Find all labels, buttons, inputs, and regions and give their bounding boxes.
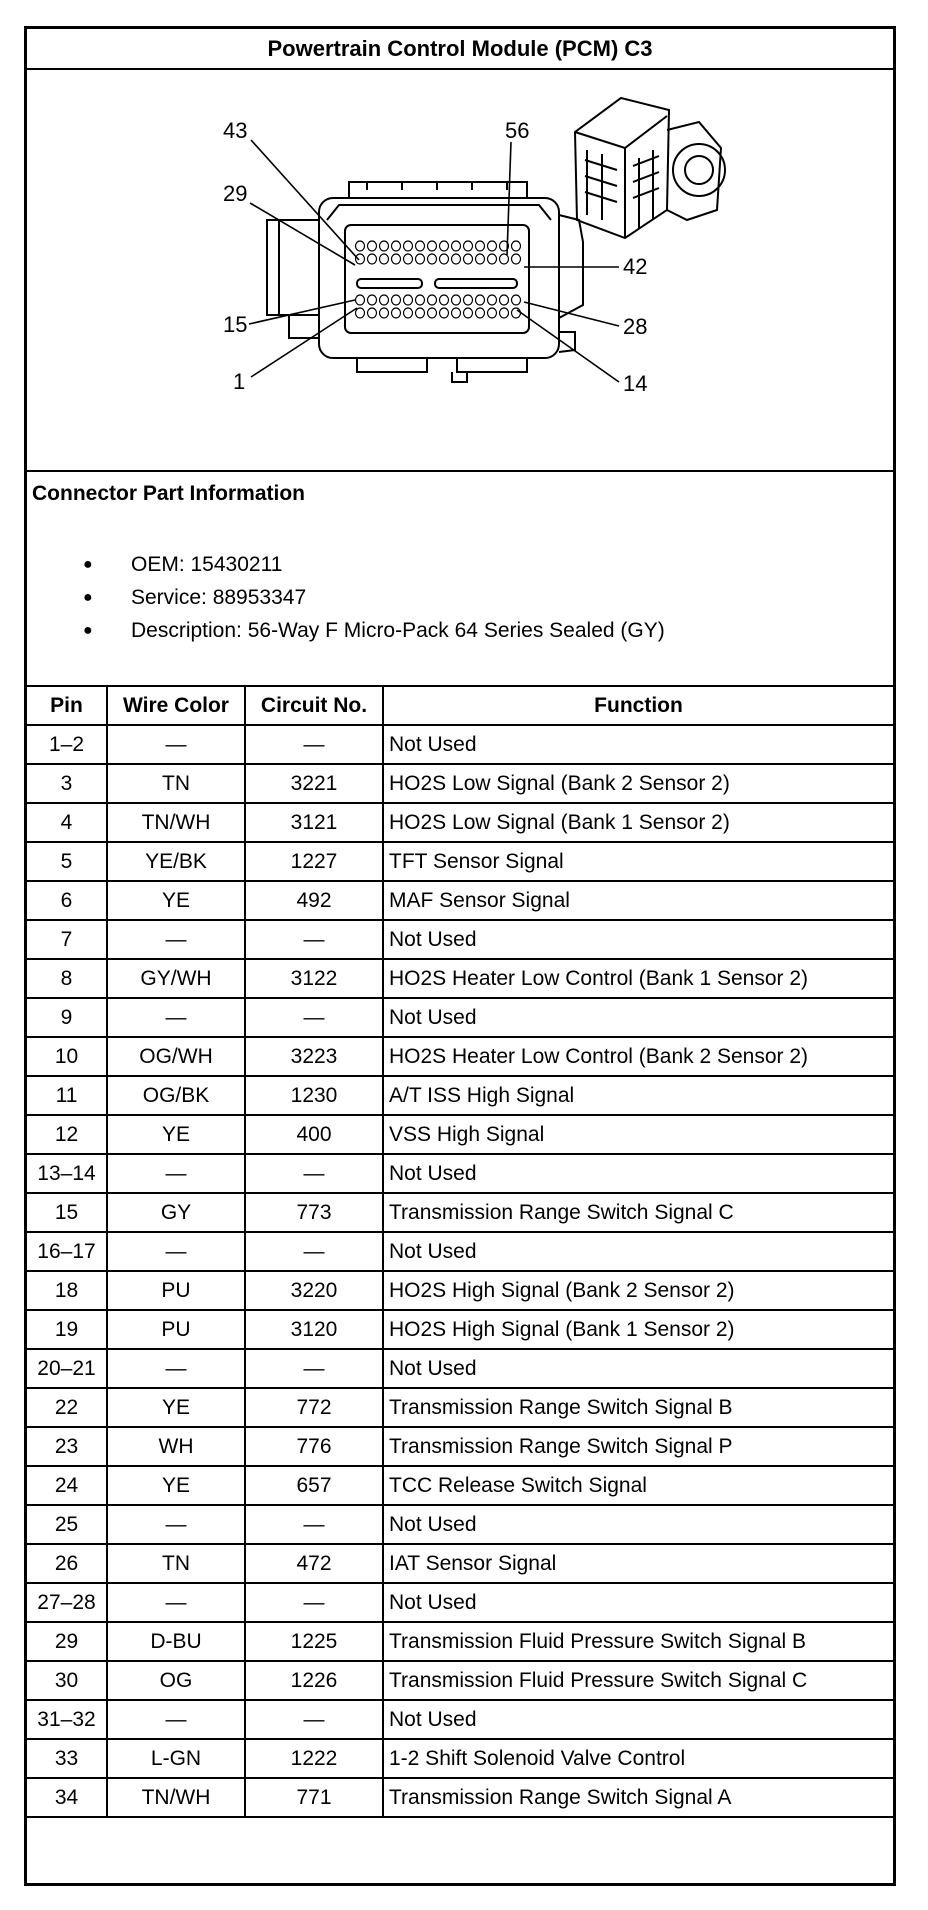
parts-heading: Connector Part Information xyxy=(32,482,306,505)
cell-circuit-no: 3221 xyxy=(245,764,383,803)
cell-function: Transmission Fluid Pressure Switch Signal C xyxy=(383,1661,893,1700)
cell-pin: 29 xyxy=(27,1622,107,1661)
pin-cavity xyxy=(440,295,449,305)
callout-pin-28: 28 xyxy=(623,314,648,339)
cell-wire-color: D-BU xyxy=(107,1622,245,1661)
header-pin: Pin xyxy=(27,687,107,725)
table-row xyxy=(27,1739,893,1778)
table-row xyxy=(27,725,893,764)
cell-wire-color: YE xyxy=(107,1466,245,1505)
cell-function: Transmission Range Switch Signal C xyxy=(383,1193,893,1232)
cell-function: Not Used xyxy=(383,1154,893,1193)
cell-pin: 16–17 xyxy=(27,1232,107,1271)
cell-wire-color: YE xyxy=(107,1388,245,1427)
pin-cavity xyxy=(488,295,497,305)
cell-circuit-no: 1226 xyxy=(245,1661,383,1700)
table-row xyxy=(27,1622,893,1661)
cell-wire-color: — xyxy=(107,1154,245,1193)
pin-table-header xyxy=(27,687,893,725)
pin-cavity xyxy=(500,295,509,305)
cell-circuit-no: 1227 xyxy=(245,842,383,881)
pin-cavity xyxy=(416,308,425,318)
pin-cavity xyxy=(452,308,461,318)
table-row xyxy=(27,1076,893,1115)
cell-circuit-no: 3220 xyxy=(245,1271,383,1310)
table-row xyxy=(27,1037,893,1076)
cell-pin: 3 xyxy=(27,764,107,803)
pin-cavity xyxy=(464,254,473,264)
cell-wire-color: GY/WH xyxy=(107,959,245,998)
pin-cavity xyxy=(488,241,497,251)
cell-wire-color: WH xyxy=(107,1427,245,1466)
pin-cavity xyxy=(368,241,377,251)
cell-pin: 7 xyxy=(27,920,107,959)
cell-wire-color: OG xyxy=(107,1661,245,1700)
pin-cavity xyxy=(428,241,437,251)
pin-cavity xyxy=(356,295,365,305)
cell-pin: 9 xyxy=(27,998,107,1037)
pin-cavity xyxy=(512,254,521,264)
callout-pin-15: 15 xyxy=(223,312,248,337)
connector-sheet xyxy=(24,26,896,1886)
pin-cavity xyxy=(452,254,461,264)
table-row xyxy=(27,1193,893,1232)
pin-cavity xyxy=(428,308,437,318)
pin-cavity xyxy=(512,241,521,251)
cell-function: Not Used xyxy=(383,920,893,959)
pin-cavity xyxy=(404,295,413,305)
cell-pin: 22 xyxy=(27,1388,107,1427)
table-row xyxy=(27,998,893,1037)
table-row xyxy=(27,959,893,998)
part-service: ● Service: 88953347 xyxy=(83,586,307,609)
pin-cavity xyxy=(476,295,485,305)
pin-cavity xyxy=(512,295,521,305)
cell-pin: 33 xyxy=(27,1739,107,1778)
cell-wire-color: — xyxy=(107,1349,245,1388)
cell-wire-color: TN/WH xyxy=(107,1778,245,1817)
cell-wire-color: YE xyxy=(107,1115,245,1154)
cell-function: Not Used xyxy=(383,1232,893,1271)
cell-pin: 12 xyxy=(27,1115,107,1154)
cell-function: Transmission Fluid Pressure Switch Signal B xyxy=(383,1622,893,1661)
cell-function: Not Used xyxy=(383,1700,893,1739)
cell-circuit-no: — xyxy=(245,1349,383,1388)
cell-pin: 25 xyxy=(27,1505,107,1544)
cell-pin: 8 xyxy=(27,959,107,998)
pin-cavity xyxy=(476,254,485,264)
cell-pin: 23 xyxy=(27,1427,107,1466)
pin-cavity xyxy=(380,295,389,305)
header-function: Function xyxy=(383,687,893,725)
cell-pin: 34 xyxy=(27,1778,107,1817)
pin-cavity xyxy=(476,241,485,251)
pin-cavity xyxy=(392,254,401,264)
cell-function: Not Used xyxy=(383,1583,893,1622)
table-row xyxy=(27,1778,893,1817)
callout-pin-56: 56 xyxy=(505,118,530,143)
cell-circuit-no: — xyxy=(245,920,383,959)
cell-circuit-no: 657 xyxy=(245,1466,383,1505)
cell-function: Not Used xyxy=(383,1349,893,1388)
cell-circuit-no: 492 xyxy=(245,881,383,920)
pin-cavity xyxy=(404,308,413,318)
cell-wire-color: YE xyxy=(107,881,245,920)
parts-list xyxy=(27,548,665,647)
pin-cavity xyxy=(464,308,473,318)
pin-cavity xyxy=(428,254,437,264)
table-row xyxy=(27,1310,893,1349)
cell-pin: 6 xyxy=(27,881,107,920)
cell-function: A/T ISS High Signal xyxy=(383,1076,893,1115)
pin-cavity xyxy=(392,295,401,305)
table-row xyxy=(27,1427,893,1466)
pin-cavity xyxy=(416,241,425,251)
cell-pin: 13–14 xyxy=(27,1154,107,1193)
pin-cavity xyxy=(440,241,449,251)
cell-function: HO2S High Signal (Bank 1 Sensor 2) xyxy=(383,1310,893,1349)
pin-cavity xyxy=(392,308,401,318)
cell-circuit-no: — xyxy=(245,1505,383,1544)
cell-circuit-no: 1230 xyxy=(245,1076,383,1115)
pin-cavity xyxy=(404,241,413,251)
table-row xyxy=(27,1232,893,1271)
cell-function: 1-2 Shift Solenoid Valve Control xyxy=(383,1739,893,1778)
cell-circuit-no: — xyxy=(245,1232,383,1271)
cell-circuit-no: — xyxy=(245,1700,383,1739)
pin-cavity xyxy=(356,241,365,251)
cell-circuit-no: 3121 xyxy=(245,803,383,842)
cell-pin: 27–28 xyxy=(27,1583,107,1622)
callout-pin-1: 1 xyxy=(233,369,246,394)
callout-pin-43: 43 xyxy=(223,118,248,143)
cell-wire-color: OG/BK xyxy=(107,1076,245,1115)
cell-pin: 5 xyxy=(27,842,107,881)
table-row xyxy=(27,1700,893,1739)
callout-pin-29: 29 xyxy=(223,181,248,206)
pin-cavity xyxy=(440,308,449,318)
pin-cavity xyxy=(488,254,497,264)
cell-function: Not Used xyxy=(383,1505,893,1544)
connector-diagram xyxy=(27,70,893,472)
cell-function: HO2S Low Signal (Bank 1 Sensor 2) xyxy=(383,803,893,842)
cell-circuit-no: 3120 xyxy=(245,1310,383,1349)
cell-wire-color: TN xyxy=(107,1544,245,1583)
cell-wire-color: OG/WH xyxy=(107,1037,245,1076)
cell-wire-color: — xyxy=(107,1700,245,1739)
table-row xyxy=(27,1154,893,1193)
pin-cavity xyxy=(416,254,425,264)
cell-function: Not Used xyxy=(383,725,893,764)
cell-function: HO2S Low Signal (Bank 2 Sensor 2) xyxy=(383,764,893,803)
cell-function: TFT Sensor Signal xyxy=(383,842,893,881)
cell-wire-color: — xyxy=(107,998,245,1037)
cell-wire-color: TN/WH xyxy=(107,803,245,842)
cell-pin: 30 xyxy=(27,1661,107,1700)
cell-circuit-no: 472 xyxy=(245,1544,383,1583)
pin-cavity xyxy=(500,254,509,264)
pin-cavity xyxy=(500,308,509,318)
cell-function: Not Used xyxy=(383,998,893,1037)
connector-iso-view xyxy=(575,98,725,238)
pin-cavity xyxy=(440,254,449,264)
cell-wire-color: GY xyxy=(107,1193,245,1232)
cell-function: HO2S Heater Low Control (Bank 1 Sensor 2) xyxy=(383,959,893,998)
pin-cavity xyxy=(464,295,473,305)
cell-wire-color: — xyxy=(107,1505,245,1544)
table-row xyxy=(27,764,893,803)
cell-circuit-no: — xyxy=(245,725,383,764)
cell-circuit-no: 771 xyxy=(245,1778,383,1817)
cell-function: TCC Release Switch Signal xyxy=(383,1466,893,1505)
table-row xyxy=(27,1661,893,1700)
connector-part-information xyxy=(27,472,893,687)
table-row xyxy=(27,1115,893,1154)
header-circuit-no: Circuit No. xyxy=(245,687,383,725)
cell-function: Transmission Range Switch Signal P xyxy=(383,1427,893,1466)
pin-cavity xyxy=(380,241,389,251)
table-row xyxy=(27,1271,893,1310)
pin-cavity xyxy=(404,254,413,264)
cell-wire-color: — xyxy=(107,920,245,959)
cell-circuit-no: 3122 xyxy=(245,959,383,998)
cell-pin: 24 xyxy=(27,1466,107,1505)
table-row xyxy=(27,920,893,959)
cell-circuit-no: — xyxy=(245,998,383,1037)
pin-table-body xyxy=(27,725,893,1817)
pin-cavity xyxy=(380,308,389,318)
pin-cavity xyxy=(488,308,497,318)
cell-function: HO2S High Signal (Bank 2 Sensor 2) xyxy=(383,1271,893,1310)
pin-cavity xyxy=(392,241,401,251)
table-row xyxy=(27,1349,893,1388)
cell-function: Transmission Range Switch Signal B xyxy=(383,1388,893,1427)
cell-wire-color: TN xyxy=(107,764,245,803)
cell-pin: 4 xyxy=(27,803,107,842)
cell-function: VSS High Signal xyxy=(383,1115,893,1154)
cell-pin: 11 xyxy=(27,1076,107,1115)
part-service-text: Service: 88953347 xyxy=(131,586,307,609)
pin-cavity xyxy=(452,295,461,305)
cell-pin: 20–21 xyxy=(27,1349,107,1388)
pin-cavity xyxy=(380,254,389,264)
connector-drawing xyxy=(27,70,893,470)
cell-circuit-no: 772 xyxy=(245,1388,383,1427)
cell-circuit-no: — xyxy=(245,1154,383,1193)
pin-cavity xyxy=(356,308,365,318)
pin-cavity xyxy=(356,254,365,264)
cell-wire-color: — xyxy=(107,725,245,764)
pin-cavity xyxy=(368,308,377,318)
cell-circuit-no: 773 xyxy=(245,1193,383,1232)
cell-function: IAT Sensor Signal xyxy=(383,1544,893,1583)
cell-circuit-no: 1222 xyxy=(245,1739,383,1778)
callout-pin-42: 42 xyxy=(623,254,648,279)
pin-cavity xyxy=(464,241,473,251)
page-title: Powertrain Control Module (PCM) C3 xyxy=(27,29,893,70)
table-row xyxy=(27,842,893,881)
cell-function: HO2S Heater Low Control (Bank 2 Sensor 2) xyxy=(383,1037,893,1076)
pin-cavity xyxy=(368,254,377,264)
cell-function: MAF Sensor Signal xyxy=(383,881,893,920)
part-description-text: Description: 56-Way F Micro-Pack 64 Series Sealed (GY) xyxy=(131,619,665,642)
part-description: ● Description: 56-Way F Micro-Pack 64 Series Sealed (GY) xyxy=(83,619,665,642)
cell-circuit-no: 776 xyxy=(245,1427,383,1466)
cell-pin: 31–32 xyxy=(27,1700,107,1739)
cell-circuit-no: 400 xyxy=(245,1115,383,1154)
cell-pin: 19 xyxy=(27,1310,107,1349)
part-oem-text: OEM: 15430211 xyxy=(131,553,283,576)
table-row xyxy=(27,1388,893,1427)
pin-cavity xyxy=(452,241,461,251)
pin-cavity xyxy=(512,308,521,318)
table-row xyxy=(27,1466,893,1505)
cell-pin: 26 xyxy=(27,1544,107,1583)
table-row xyxy=(27,1505,893,1544)
cell-wire-color: YE/BK xyxy=(107,842,245,881)
part-oem: ● OEM: 15430211 xyxy=(83,553,283,576)
cell-function: Transmission Range Switch Signal A xyxy=(383,1778,893,1817)
table-row xyxy=(27,881,893,920)
pin-cavity xyxy=(476,308,485,318)
cell-pin: 18 xyxy=(27,1271,107,1310)
pin-cavity xyxy=(428,295,437,305)
cell-wire-color: L-GN xyxy=(107,1739,245,1778)
cell-pin: 10 xyxy=(27,1037,107,1076)
table-row xyxy=(27,1583,893,1622)
cell-pin: 15 xyxy=(27,1193,107,1232)
table-row xyxy=(27,803,893,842)
cell-pin: 1–2 xyxy=(27,725,107,764)
cell-wire-color: PU xyxy=(107,1310,245,1349)
cell-wire-color: — xyxy=(107,1232,245,1271)
table-row xyxy=(27,1544,893,1583)
cell-wire-color: — xyxy=(107,1583,245,1622)
pin-cavity xyxy=(416,295,425,305)
cell-circuit-no: 1225 xyxy=(245,1622,383,1661)
header-wire-color: Wire Color xyxy=(107,687,245,725)
cell-circuit-no: — xyxy=(245,1583,383,1622)
callout-pin-14: 14 xyxy=(623,371,648,396)
pin-table xyxy=(27,687,893,1818)
pin-cavity xyxy=(368,295,377,305)
cell-wire-color: PU xyxy=(107,1271,245,1310)
cell-circuit-no: 3223 xyxy=(245,1037,383,1076)
